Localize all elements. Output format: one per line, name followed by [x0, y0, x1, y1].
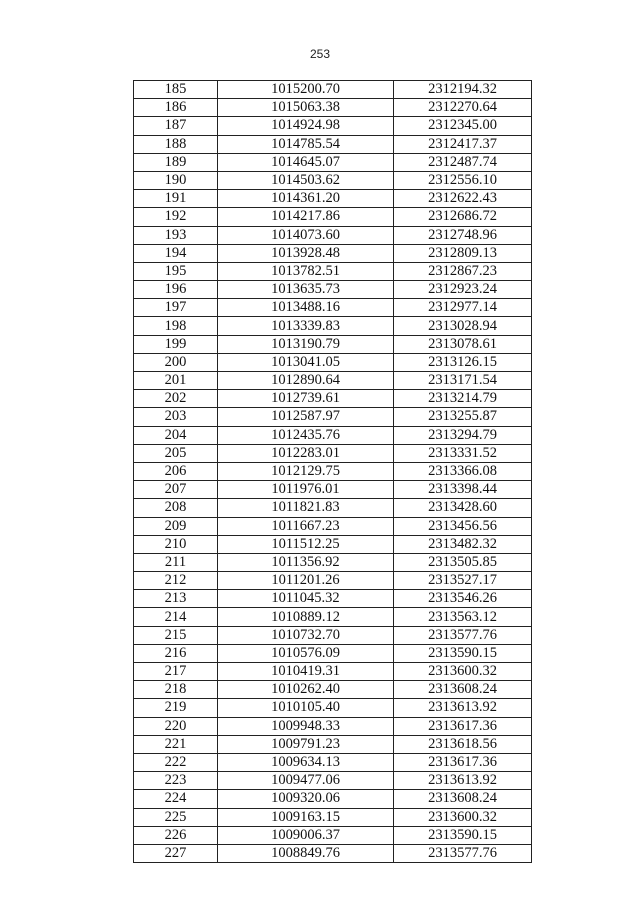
y-coordinate-cell: 2312417.37 — [394, 135, 532, 153]
point-number-cell: 195 — [134, 262, 218, 280]
y-coordinate-cell: 2313331.52 — [394, 444, 532, 462]
x-coordinate-cell: 1013635.73 — [218, 281, 394, 299]
point-number-cell: 217 — [134, 663, 218, 681]
point-number-cell: 216 — [134, 644, 218, 662]
x-coordinate-cell: 1011512.25 — [218, 535, 394, 553]
point-number-cell: 202 — [134, 390, 218, 408]
y-coordinate-cell: 2312867.23 — [394, 262, 532, 280]
y-coordinate-cell: 2313618.56 — [394, 735, 532, 753]
y-coordinate-cell: 2312487.74 — [394, 153, 532, 171]
point-number-cell: 201 — [134, 372, 218, 390]
table-row — [134, 681, 532, 699]
y-coordinate-cell: 2312194.32 — [394, 81, 532, 99]
x-coordinate-cell: 1011821.83 — [218, 499, 394, 517]
table-row — [134, 553, 532, 571]
y-coordinate-cell: 2313527.17 — [394, 572, 532, 590]
point-number-cell: 222 — [134, 753, 218, 771]
x-coordinate-cell: 1009791.23 — [218, 735, 394, 753]
point-number-cell: 221 — [134, 735, 218, 753]
table-row — [134, 81, 532, 99]
table-row — [134, 826, 532, 844]
table-row — [134, 772, 532, 790]
point-number-cell: 226 — [134, 826, 218, 844]
point-number-cell: 197 — [134, 299, 218, 317]
point-number-cell: 227 — [134, 844, 218, 862]
table-row — [134, 444, 532, 462]
y-coordinate-cell: 2312977.14 — [394, 299, 532, 317]
x-coordinate-cell: 1011976.01 — [218, 481, 394, 499]
point-number-cell: 204 — [134, 426, 218, 444]
y-coordinate-cell: 2313294.79 — [394, 426, 532, 444]
y-coordinate-cell: 2313617.36 — [394, 753, 532, 771]
table-row — [134, 190, 532, 208]
coordinates-table-body — [134, 81, 532, 863]
x-coordinate-cell: 1014645.07 — [218, 153, 394, 171]
x-coordinate-cell: 1009006.37 — [218, 826, 394, 844]
point-number-cell: 218 — [134, 681, 218, 699]
table-row — [134, 372, 532, 390]
table-row — [134, 135, 532, 153]
y-coordinate-cell: 2313613.92 — [394, 699, 532, 717]
point-number-cell: 213 — [134, 590, 218, 608]
x-coordinate-cell: 1009948.33 — [218, 717, 394, 735]
y-coordinate-cell: 2313577.76 — [394, 844, 532, 862]
x-coordinate-cell: 1015063.38 — [218, 99, 394, 117]
x-coordinate-cell: 1009320.06 — [218, 790, 394, 808]
y-coordinate-cell: 2313617.36 — [394, 717, 532, 735]
x-coordinate-cell: 1013488.16 — [218, 299, 394, 317]
point-number-cell: 199 — [134, 335, 218, 353]
x-coordinate-cell: 1012129.75 — [218, 462, 394, 480]
point-number-cell: 193 — [134, 226, 218, 244]
table-row — [134, 153, 532, 171]
table-row — [134, 244, 532, 262]
table-row — [134, 208, 532, 226]
table-row — [134, 226, 532, 244]
x-coordinate-cell: 1014073.60 — [218, 226, 394, 244]
x-coordinate-cell: 1012283.01 — [218, 444, 394, 462]
table-row — [134, 608, 532, 626]
table-row — [134, 462, 532, 480]
x-coordinate-cell: 1013041.05 — [218, 353, 394, 371]
y-coordinate-cell: 2313590.15 — [394, 826, 532, 844]
table-row — [134, 717, 532, 735]
y-coordinate-cell: 2313078.61 — [394, 335, 532, 353]
x-coordinate-cell: 1013928.48 — [218, 244, 394, 262]
table-row — [134, 99, 532, 117]
y-coordinate-cell: 2312270.64 — [394, 99, 532, 117]
y-coordinate-cell: 2313366.08 — [394, 462, 532, 480]
point-number-cell: 186 — [134, 99, 218, 117]
x-coordinate-cell: 1010732.70 — [218, 626, 394, 644]
point-number-cell: 210 — [134, 535, 218, 553]
table-row — [134, 353, 532, 371]
point-number-cell: 188 — [134, 135, 218, 153]
point-number-cell: 220 — [134, 717, 218, 735]
y-coordinate-cell: 2313608.24 — [394, 681, 532, 699]
point-number-cell: 214 — [134, 608, 218, 626]
x-coordinate-cell: 1008849.76 — [218, 844, 394, 862]
point-number-cell: 190 — [134, 171, 218, 189]
point-number-cell: 192 — [134, 208, 218, 226]
point-number-cell: 215 — [134, 626, 218, 644]
y-coordinate-cell: 2312748.96 — [394, 226, 532, 244]
table-row — [134, 753, 532, 771]
table-row — [134, 844, 532, 862]
x-coordinate-cell: 1014503.62 — [218, 171, 394, 189]
point-number-cell: 203 — [134, 408, 218, 426]
y-coordinate-cell: 2313608.24 — [394, 790, 532, 808]
table-row — [134, 535, 532, 553]
table-row — [134, 317, 532, 335]
x-coordinate-cell: 1014924.98 — [218, 117, 394, 135]
table-row — [134, 808, 532, 826]
table-row — [134, 699, 532, 717]
y-coordinate-cell: 2313600.32 — [394, 663, 532, 681]
x-coordinate-cell: 1011201.26 — [218, 572, 394, 590]
y-coordinate-cell: 2312556.10 — [394, 171, 532, 189]
x-coordinate-cell: 1010419.31 — [218, 663, 394, 681]
y-coordinate-cell: 2313577.76 — [394, 626, 532, 644]
y-coordinate-cell: 2313563.12 — [394, 608, 532, 626]
y-coordinate-cell: 2313590.15 — [394, 644, 532, 662]
y-coordinate-cell: 2312923.24 — [394, 281, 532, 299]
y-coordinate-cell: 2313600.32 — [394, 808, 532, 826]
table-row — [134, 117, 532, 135]
table-row — [134, 517, 532, 535]
point-number-cell: 209 — [134, 517, 218, 535]
table-row — [134, 262, 532, 280]
table-row — [134, 408, 532, 426]
x-coordinate-cell: 1015200.70 — [218, 81, 394, 99]
y-coordinate-cell: 2313546.26 — [394, 590, 532, 608]
table-row — [134, 281, 532, 299]
point-number-cell: 219 — [134, 699, 218, 717]
point-number-cell: 223 — [134, 772, 218, 790]
x-coordinate-cell: 1013782.51 — [218, 262, 394, 280]
x-coordinate-cell: 1011045.32 — [218, 590, 394, 608]
point-number-cell: 185 — [134, 81, 218, 99]
x-coordinate-cell: 1010889.12 — [218, 608, 394, 626]
x-coordinate-cell: 1012890.64 — [218, 372, 394, 390]
table-row — [134, 335, 532, 353]
point-number-cell: 212 — [134, 572, 218, 590]
table-row — [134, 644, 532, 662]
x-coordinate-cell: 1010262.40 — [218, 681, 394, 699]
y-coordinate-cell: 2313171.54 — [394, 372, 532, 390]
point-number-cell: 189 — [134, 153, 218, 171]
y-coordinate-cell: 2312686.72 — [394, 208, 532, 226]
table-row — [134, 790, 532, 808]
point-number-cell: 211 — [134, 553, 218, 571]
point-number-cell: 225 — [134, 808, 218, 826]
point-number-cell: 194 — [134, 244, 218, 262]
y-coordinate-cell: 2313505.85 — [394, 553, 532, 571]
y-coordinate-cell: 2313214.79 — [394, 390, 532, 408]
y-coordinate-cell: 2313482.32 — [394, 535, 532, 553]
point-number-cell: 206 — [134, 462, 218, 480]
table-row — [134, 572, 532, 590]
coordinates-table — [133, 80, 532, 863]
y-coordinate-cell: 2313428.60 — [394, 499, 532, 517]
x-coordinate-cell: 1011667.23 — [218, 517, 394, 535]
y-coordinate-cell: 2313398.44 — [394, 481, 532, 499]
x-coordinate-cell: 1010576.09 — [218, 644, 394, 662]
table-row — [134, 171, 532, 189]
point-number-cell: 187 — [134, 117, 218, 135]
x-coordinate-cell: 1014361.20 — [218, 190, 394, 208]
table-row — [134, 390, 532, 408]
point-number-cell: 208 — [134, 499, 218, 517]
y-coordinate-cell: 2313126.15 — [394, 353, 532, 371]
point-number-cell: 200 — [134, 353, 218, 371]
table-row — [134, 299, 532, 317]
x-coordinate-cell: 1009477.06 — [218, 772, 394, 790]
x-coordinate-cell: 1012587.97 — [218, 408, 394, 426]
y-coordinate-cell: 2313028.94 — [394, 317, 532, 335]
x-coordinate-cell: 1010105.40 — [218, 699, 394, 717]
x-coordinate-cell: 1009634.13 — [218, 753, 394, 771]
x-coordinate-cell: 1013339.83 — [218, 317, 394, 335]
y-coordinate-cell: 2313613.92 — [394, 772, 532, 790]
page-number: 253 — [309, 47, 331, 61]
point-number-cell: 191 — [134, 190, 218, 208]
table-row — [134, 663, 532, 681]
point-number-cell: 196 — [134, 281, 218, 299]
point-number-cell: 205 — [134, 444, 218, 462]
table-row — [134, 481, 532, 499]
x-coordinate-cell: 1012739.61 — [218, 390, 394, 408]
table-row — [134, 590, 532, 608]
y-coordinate-cell: 2312345.00 — [394, 117, 532, 135]
y-coordinate-cell: 2312622.43 — [394, 190, 532, 208]
x-coordinate-cell: 1012435.76 — [218, 426, 394, 444]
table-row — [134, 626, 532, 644]
y-coordinate-cell: 2313456.56 — [394, 517, 532, 535]
table-row — [134, 499, 532, 517]
table-row — [134, 735, 532, 753]
table-row — [134, 426, 532, 444]
y-coordinate-cell: 2313255.87 — [394, 408, 532, 426]
x-coordinate-cell: 1014785.54 — [218, 135, 394, 153]
x-coordinate-cell: 1013190.79 — [218, 335, 394, 353]
point-number-cell: 198 — [134, 317, 218, 335]
point-number-cell: 207 — [134, 481, 218, 499]
x-coordinate-cell: 1009163.15 — [218, 808, 394, 826]
x-coordinate-cell: 1011356.92 — [218, 553, 394, 571]
point-number-cell: 224 — [134, 790, 218, 808]
y-coordinate-cell: 2312809.13 — [394, 244, 532, 262]
x-coordinate-cell: 1014217.86 — [218, 208, 394, 226]
